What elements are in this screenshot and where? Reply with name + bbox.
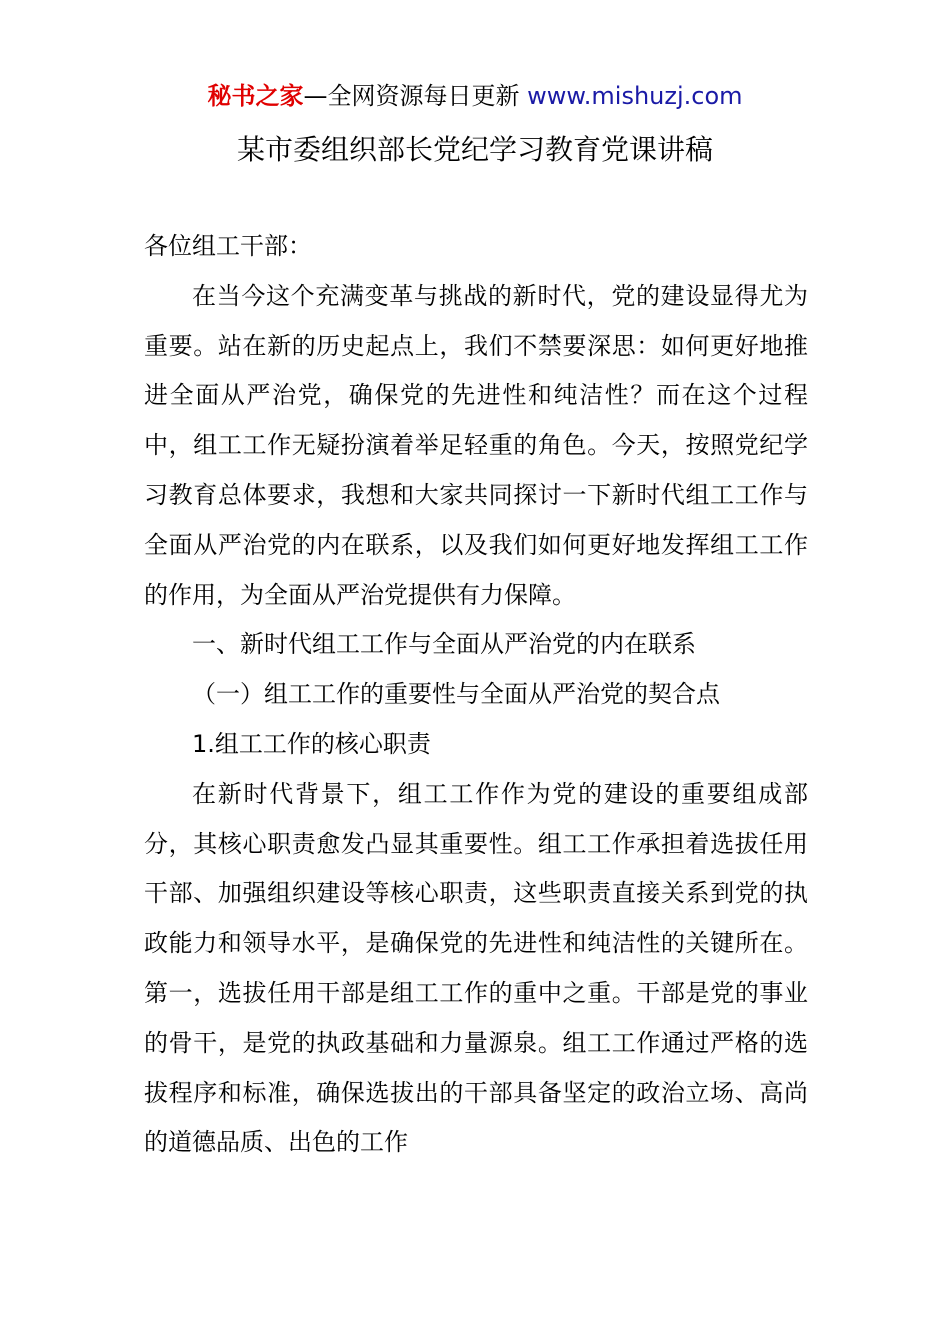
document-body: [144, 222, 808, 1168]
site-url-link[interactable]: www.mishuzj.com: [527, 82, 743, 110]
salutation: 各位组工干部：: [144, 232, 312, 260]
header-tagline: —全网资源每日更新: [303, 82, 528, 110]
section-heading-1: 一、新时代组工工作与全面从严治党的内在联系: [192, 630, 696, 659]
subsection-heading-1-1: （一）组工工作的重要性与全面从严治党的契合点: [192, 680, 720, 709]
site-header: [0, 80, 950, 112]
brand-name: 秘书之家: [207, 82, 304, 110]
paragraph-core-duties: 在新时代背景下，组工工作作为党的建设的重要组成部分，其核心职责愈发凸显其重要性。组工工作承担着选拔任用干部、加强组织建设等核心职责，这些职责直接关系到党的执政能力和领导水平，是确保党的先进性和纯洁性的关键所在。第一，选拔任用干部是组工工作的重中之重。干部是党的事业的骨干，是党的执政基础和力量源泉。组工工作通过严格的选拔程序和标准，确保选拔出的干部具备坚定的政治立场、高尚的道德品质、出色的工作: [144, 779, 808, 1157]
item-heading-1-1-1: 1.组工工作的核心职责: [192, 729, 431, 758]
paragraph-intro: 在当今这个充满变革与挑战的新时代，党的建设显得尤为重要。站在新的历史起点上，我们不禁要深思：如何更好地推进全面从严治党，确保党的先进性和纯洁性？而在这个过程中，组工工作无疑扮演着举足轻重的角色。今天，按照党纪学习教育总体要求，我想和大家共同探讨一下新时代组工工作与全面从严治党的内在联系，以及我们如何更好地发挥组工工作的作用，为全面从严治党提供有力保障。: [144, 281, 808, 609]
document-title: 某市委组织部长党纪学习教育党课讲稿: [236, 133, 713, 166]
